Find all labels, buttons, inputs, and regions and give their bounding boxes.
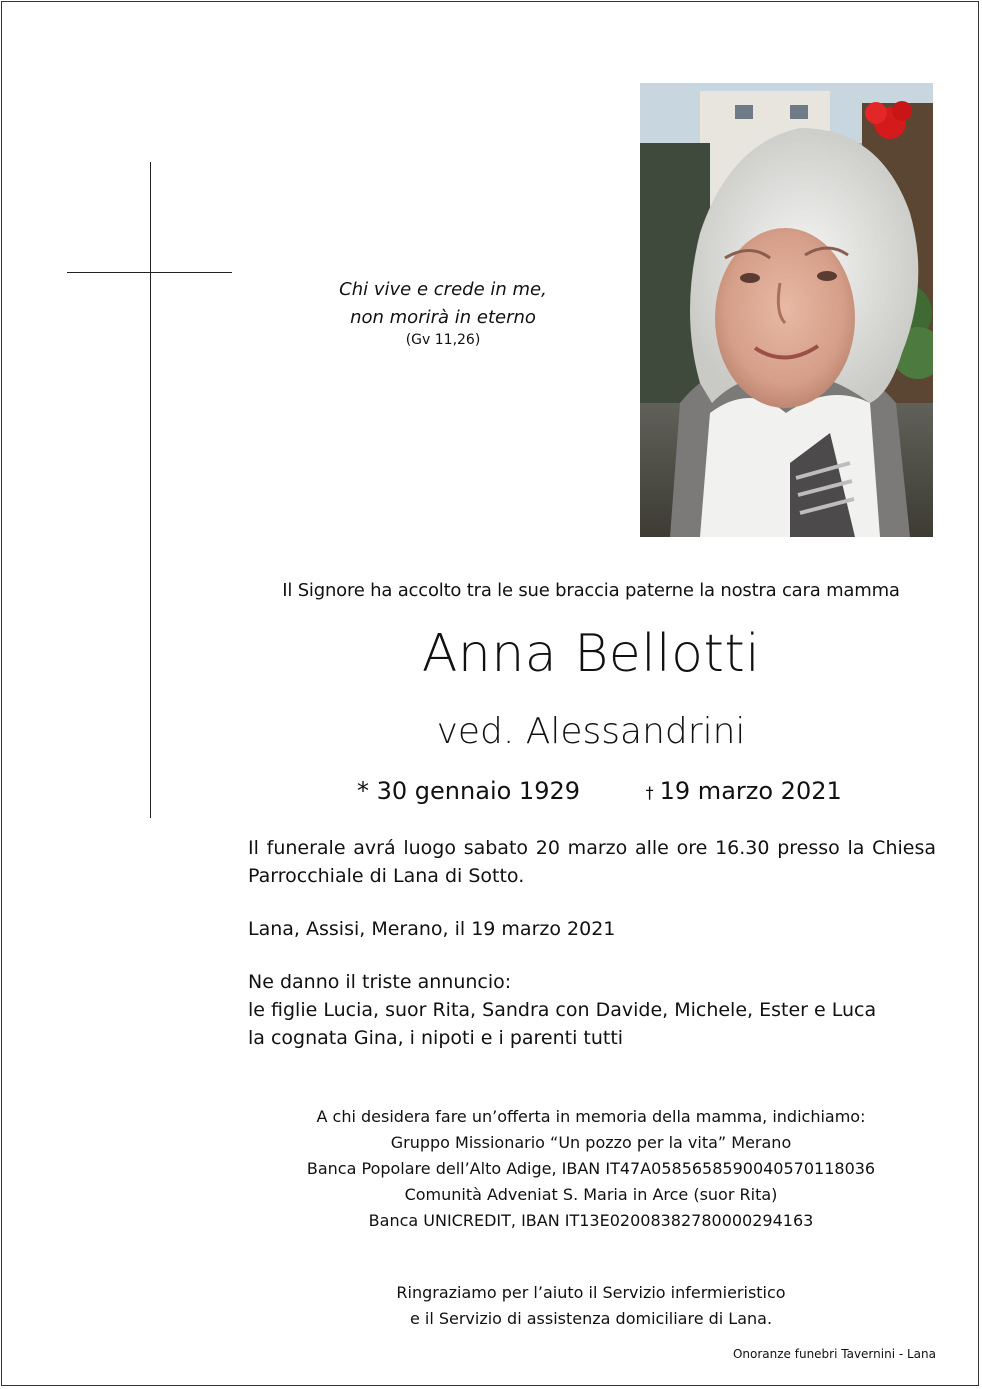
announcement-line-2: le figlie Lucia, suor Rita, Sandra con Davide, Michele, Ester e Luca <box>248 999 877 1021</box>
verse-line-2: non morirà in eterno <box>350 307 536 328</box>
announcement-line-3: la cognata Gina, i nipoti e i parenti tutti <box>248 1027 624 1049</box>
announcement-line-1: Ne danno il triste annuncio: <box>248 971 512 993</box>
donation-org-1: Gruppo Missionario “Un pozzo per la vita” Merano <box>390 1133 792 1152</box>
donation-intro: A chi desidera fare un’offerta in memoria della mamma, indichiamo: <box>316 1107 866 1126</box>
cross-vertical-beam <box>150 162 151 818</box>
funeral-home-credit: Onoranze funebri Tavernini - Lana <box>732 1347 936 1361</box>
birth-date: 30 gennaio 1929 <box>376 777 580 805</box>
cross-symbol-icon: † <box>645 783 654 802</box>
place-and-date: Lana, Assisi, Merano, il 19 marzo 2021 <box>248 918 616 940</box>
announcement <box>248 968 936 1052</box>
intro-sentence: Il Signore ha accolto tra le sue braccia paterne la nostra cara mamma <box>282 580 900 601</box>
donation-org-2: Comunità Adveniat S. Maria in Arce (suor Rita) <box>404 1185 778 1204</box>
life-dates <box>357 774 842 808</box>
donation-bank-2: Banca UNICREDIT, IBAN IT13E0200838278000029416​3 <box>368 1211 814 1230</box>
birth-date-group <box>357 774 580 808</box>
donation-info <box>200 1104 982 1234</box>
thanks-line-1: Ringraziamo per l’aiuto il Servizio infermieristico <box>396 1283 786 1302</box>
donation-bank-1: Banca Popolare dell’Alto Adige, IBAN IT47A0585658590040570118036 <box>306 1159 876 1178</box>
widow-of: ved. Alessandrini <box>436 711 746 752</box>
funeral-notice: Il funerale avrá luogo sabato 20 marzo alle ore 16.30 presso la Chiesa Parrocchiale di Lana di Sotto. <box>248 837 936 887</box>
death-date-group <box>646 774 842 808</box>
verse-reference: (Gv 11,26) <box>405 332 481 348</box>
deceased-name: Anna Bellotti <box>421 624 761 684</box>
birth-symbol: * <box>357 777 369 805</box>
cross-horizontal-beam <box>67 272 232 273</box>
death-date: 19 marzo 2021 <box>659 777 842 805</box>
bible-verse <box>300 276 586 350</box>
thanks-note <box>200 1280 982 1332</box>
thanks-line-2: e il Servizio di assistenza domiciliare di Lana. <box>409 1309 773 1328</box>
portrait-photo <box>640 83 933 537</box>
verse-line-1: Chi vive e crede in me, <box>339 279 547 300</box>
